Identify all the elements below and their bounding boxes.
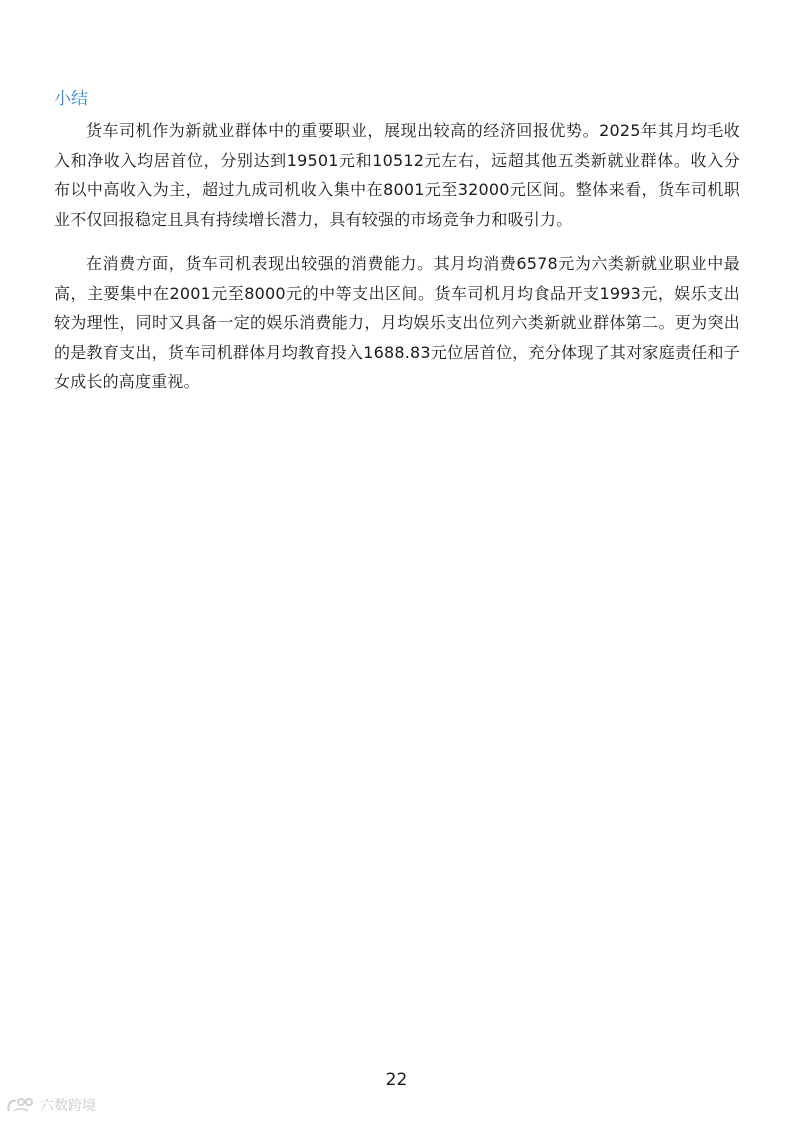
page-content — [54, 86, 740, 397]
consumption-summary-paragraph: 在消费方面，货车司机表现出较强的消费能力。其月均消费6578元为六类新就业职业中最高，主要集中在2001元至8000元的中等支出区间。货车司机月均食品开支1993元，娱乐支出较为理性，同时又具备一定的娱乐消费能力，月均娱乐支出位列六类新就业群体第二。更为突出的是教育支出，货车司机群体月均教育投入1688.83元位居首位，充分体现了其对家庭责任和子女成长的高度重视。 — [54, 254, 740, 391]
logo-icon — [6, 1096, 36, 1114]
watermark — [6, 1095, 96, 1115]
watermark-text: 六数跨境 — [40, 1098, 96, 1114]
page-number: 22 — [385, 1070, 408, 1090]
income-summary-paragraph: 货车司机作为新就业群体中的重要职业，展现出较高的经济回报优势。2025年其月均毛收入和净收入均居首位，分别达到19501元和10512元左右，远超其他五类新就业群体。收入分布以中高收入为主，超过九成司机收入集中在8001元至32000元区间。整体来看，货车司机职业不仅回报稳定且具有持续增长潜力，具有较强的市场竞争力和吸引力。 — [54, 121, 740, 229]
section-heading: 小结 — [54, 89, 88, 109]
